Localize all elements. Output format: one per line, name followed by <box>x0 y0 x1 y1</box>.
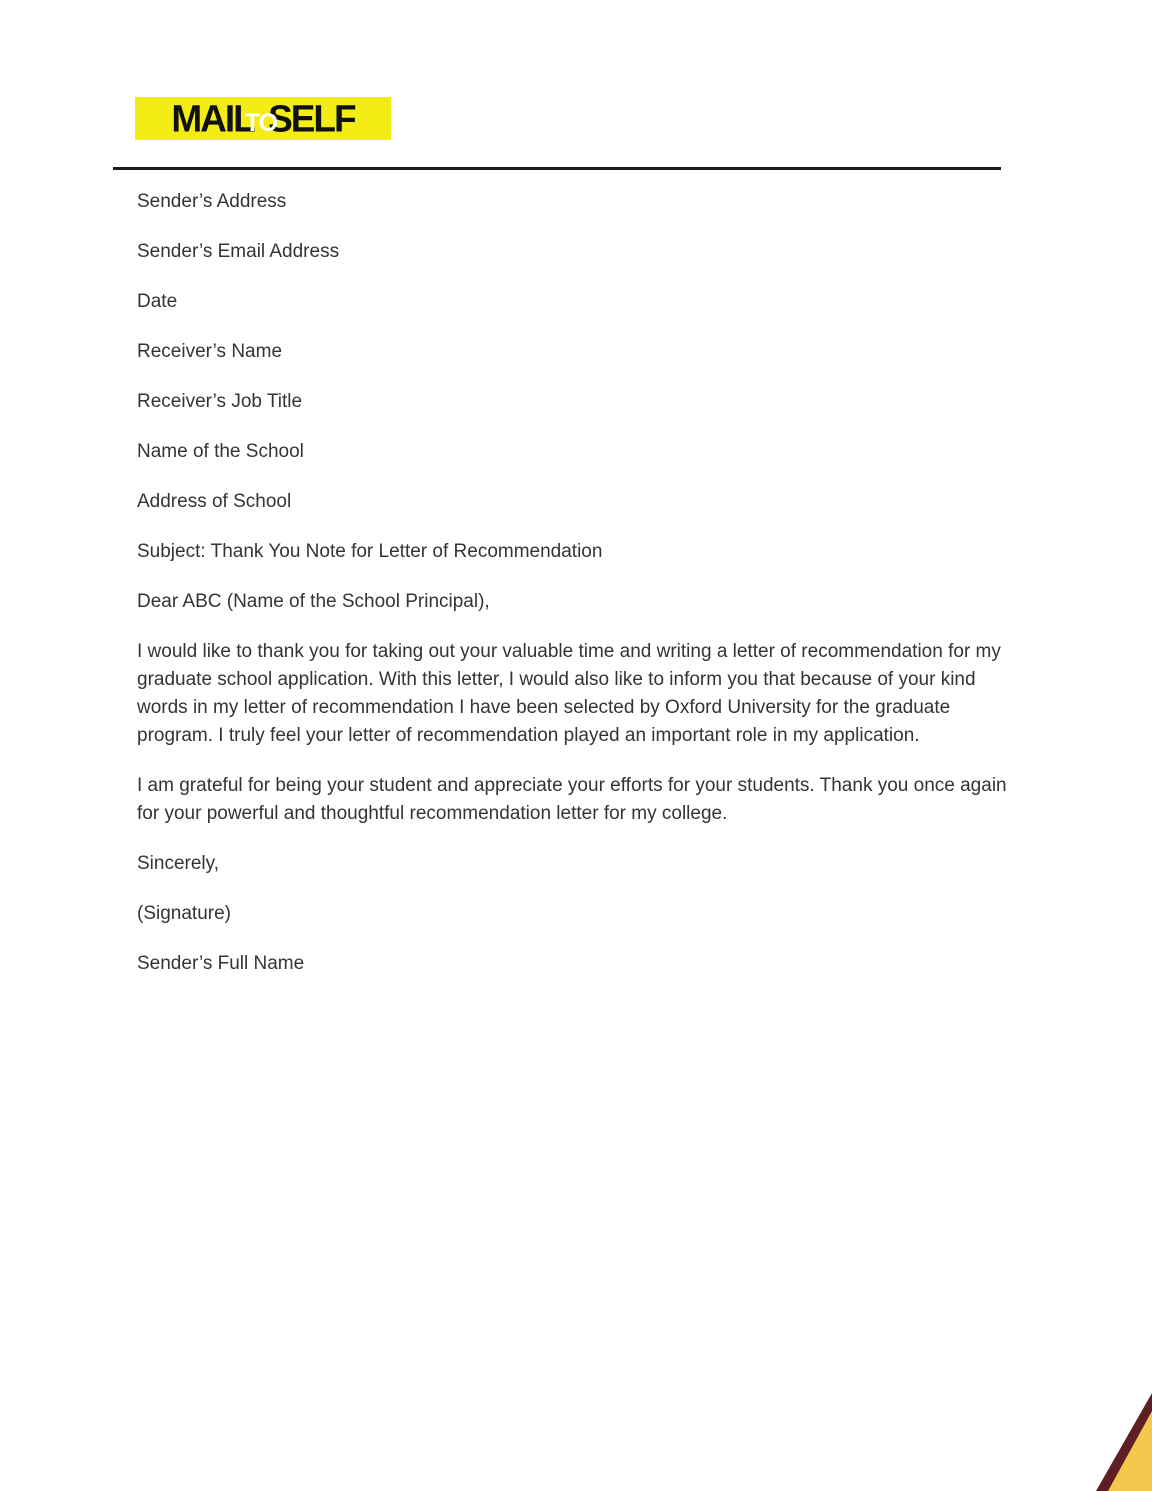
sender-address-line: Sender’s Address <box>137 191 287 212</box>
logo-word-mail: MAIL <box>171 97 254 140</box>
sender-email-line: Sender’s Email Address <box>137 241 340 262</box>
corner-decoration <box>1082 1391 1152 1491</box>
receiver-name-line: Receiver’s Name <box>137 341 283 362</box>
salutation: Dear ABC (Name of the School Principal), <box>137 591 490 612</box>
date-line: Date <box>137 291 178 312</box>
closing-line: Sincerely, <box>137 853 220 874</box>
logo-word-self: SELF <box>268 97 355 140</box>
mail-to-self-logo <box>135 97 391 140</box>
body-paragraph-2: I am grateful for being your student and appreciate your efforts for your students. Thank you once again for your powerful and thoughtful recommendation letter for my college. <box>137 775 1007 824</box>
header-divider <box>113 167 1001 170</box>
signature-placeholder: (Signature) <box>137 903 231 924</box>
receiver-job-title-line: Receiver’s Job Title <box>137 391 303 412</box>
logo-word-to: TO <box>244 109 278 137</box>
school-address-line: Address of School <box>137 491 292 512</box>
letter-body <box>137 188 1021 1000</box>
body-paragraph-1: I would like to thank you for taking out your valuable time and writing a letter of recommendation for my graduate school application. With this letter, I would also like to inform you that because of your kind words in my letter of recommendation I have been selected by Oxford University for the graduate program. I truly feel your letter of recommendation played an important role in my application. <box>137 641 1001 746</box>
sender-full-name-line: Sender’s Full Name <box>137 953 305 974</box>
subject-line: Subject: Thank You Note for Letter of Recommendation <box>137 541 603 562</box>
school-name-line: Name of the School <box>137 441 304 462</box>
